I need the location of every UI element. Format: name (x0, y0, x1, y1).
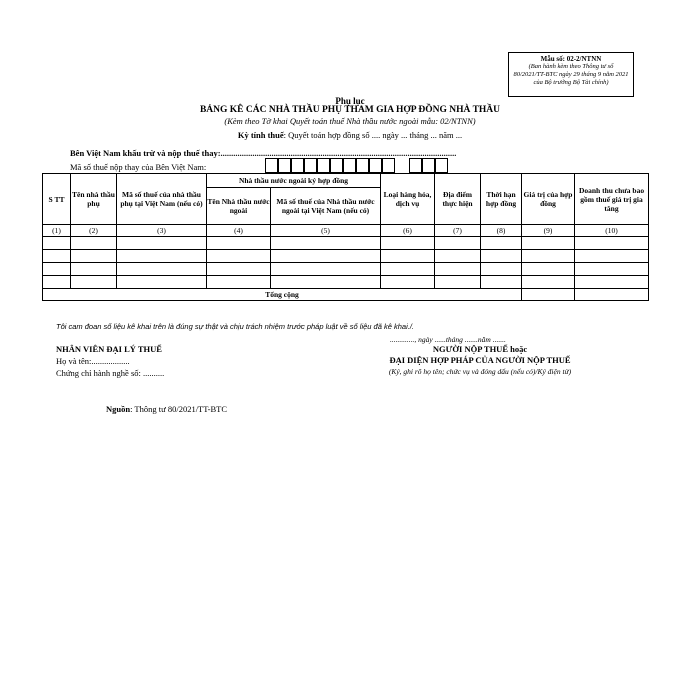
withholding-party-field: Bên Việt Nam khấu trừ và nộp thuế thay:............................................................................................................... (70, 148, 457, 158)
header-revenue: Doanh thu chưa bao gồm thuế giá trị gia tăng (575, 174, 649, 225)
tax-period-line (0, 130, 700, 140)
tax-period-label: Kỳ tính thuế (237, 130, 284, 140)
taxpayer-title: NGƯỜI NỘP THUẾ hoặc (432, 344, 528, 354)
column-index: (10) (575, 225, 649, 237)
header-foreign-taxcode: Mã số thuế của Nhà thầu nước ngoài tại Việt Nam (nếu có) (271, 188, 381, 225)
column-index: (8) (481, 225, 522, 237)
column-index: (7) (435, 225, 481, 237)
header-foreign-contractor-group: Nhà thầu nước ngoài ký hợp đồng (207, 174, 381, 188)
total-revenue[interactable] (575, 289, 649, 301)
appendix-label: Phụ lục (335, 96, 365, 106)
header-subcontractor-name: Tên nhà thầu phụ (71, 174, 117, 225)
source-line (106, 404, 227, 414)
form-code: Mẫu số: 02-2/NTNN (540, 55, 602, 63)
table-row[interactable] (43, 237, 649, 250)
table-row[interactable] (43, 276, 649, 289)
column-index: (4) (207, 225, 271, 237)
taxcode-digit-box[interactable] (382, 158, 395, 173)
agent-title: NHÂN VIÊN ĐẠI LÝ THUẾ (56, 344, 162, 354)
signature-note: (Ký, ghi rõ họ tên; chức vụ và đóng dấu (nếu có)/Ký điện tử) (388, 367, 572, 376)
column-index: (6) (381, 225, 435, 237)
taxcode-digit-box[interactable] (265, 158, 278, 173)
tax-period-value: : Quyết toán hợp đồng số .... ngày ... tháng ... năm ... (283, 130, 463, 140)
header-vn-taxcode: Mã số thuế của nhà thầu phụ tại Việt Nam (nếu có) (117, 174, 207, 225)
header-contract-value: Giá trị của hợp đồng (522, 174, 575, 225)
total-label: Tổng cộng (43, 289, 522, 301)
subcontractor-table (42, 173, 649, 301)
total-contract-value[interactable] (522, 289, 575, 301)
agent-certificate-field: Chứng chỉ hành nghề số: .......... (56, 368, 165, 378)
header-stt: S TT (43, 174, 71, 225)
taxcode-digit-box[interactable] (317, 158, 330, 173)
header-duration: Thời hạn hợp đồng (481, 174, 522, 225)
form-title: BẢNG KÊ CÁC NHÀ THẦU PHỤ THAM GIA HỢP ĐỒNG NHÀ THẦU (199, 105, 501, 115)
representative-title: ĐẠI DIỆN HỢP PHÁP CỦA NGƯỜI NỘP THUẾ (389, 355, 571, 365)
taxcode-digit-box[interactable] (369, 158, 382, 173)
taxcode-digit-box[interactable] (330, 158, 343, 173)
form-code-box (508, 52, 634, 97)
column-index: (5) (271, 225, 381, 237)
column-index: (9) (522, 225, 575, 237)
taxcode-digit-box[interactable] (356, 158, 369, 173)
column-index: (1) (43, 225, 71, 237)
date-line: ............., ngày ......tháng .......năm ....... (390, 335, 506, 344)
form-subtitle: (Kèm theo Tờ khai Quyết toán thuế Nhà thầu nước ngoài mẫu: 02/NTNN) (224, 116, 476, 126)
table-row[interactable] (43, 250, 649, 263)
form-issuance-note: (Ban hành kèm theo Thông tư số 80/2021/TT-BTC ngày 29 tháng 9 năm 2021 của Bộ trưởng Bộ Tài chính) (513, 63, 629, 86)
source-label: Nguồn (106, 404, 131, 414)
source-value: : Thông tư 80/2021/TT-BTC (130, 404, 228, 414)
taxcode-digit-box[interactable] (343, 158, 356, 173)
header-goods-type: Loại hàng hóa, dịch vụ (381, 174, 435, 225)
column-index: (2) (71, 225, 117, 237)
taxcode-digit-box[interactable] (422, 158, 435, 173)
taxcode-digit-box[interactable] (435, 158, 448, 173)
commitment-statement: Tôi cam đoan số liệu kê khai trên là đúng sự thật và chịu trách nhiệm trước pháp luật về số liệu đã kê khai./. (56, 322, 414, 331)
header-foreign-name: Tên Nhà thầu nước ngoài (207, 188, 271, 225)
column-index: (3) (117, 225, 207, 237)
taxcode-digit-box[interactable] (291, 158, 304, 173)
table-row[interactable] (43, 263, 649, 276)
agent-name-field: Họ và tên:.................. (56, 356, 130, 366)
taxcode-digit-box[interactable] (278, 158, 291, 173)
taxcode-digit-box[interactable] (304, 158, 317, 173)
header-location: Địa điểm thực hiện (435, 174, 481, 225)
taxcode-digit-box[interactable] (409, 158, 422, 173)
taxcode-label: Mã số thuế nộp thay của Bên Việt Nam: (70, 162, 207, 172)
column-index-row (43, 225, 649, 237)
total-row (43, 289, 649, 301)
